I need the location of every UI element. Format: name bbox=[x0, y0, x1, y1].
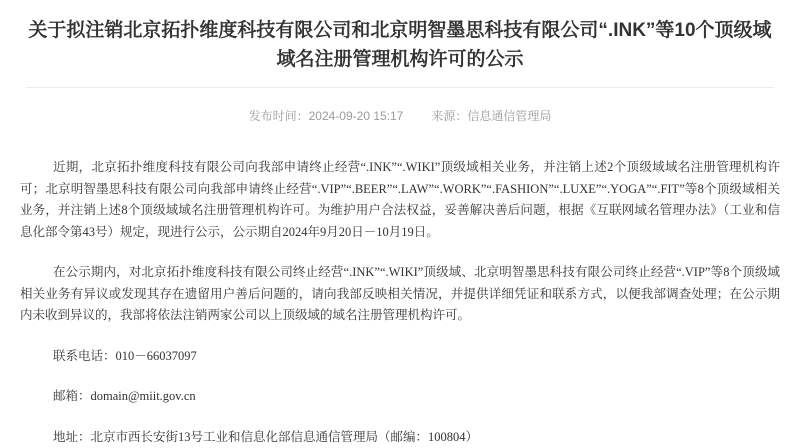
contact-address-line bbox=[20, 427, 780, 448]
contact-email-line bbox=[20, 386, 780, 408]
announcement-body bbox=[20, 157, 780, 448]
contact-phone-value: 010－66037097 bbox=[116, 349, 197, 363]
contact-phone-label: 联系电话： bbox=[53, 349, 116, 363]
publish-time-value: 2024-09-20 15:17 bbox=[309, 109, 404, 123]
publish-time-label: 发布时间： bbox=[249, 109, 309, 123]
contact-address-label: 地址： bbox=[53, 430, 91, 444]
source-label: 来源： bbox=[431, 109, 467, 123]
page-title: 关于拟注销北京拓扑维度科技有限公司和北京明智墨思科技有限公司“.INK”等10个顶级域域名注册管理机构许可的公示 bbox=[28, 16, 772, 74]
title-divider bbox=[26, 87, 774, 88]
contact-phone-line bbox=[20, 346, 780, 368]
body-paragraph-1: 近期，北京拓扑维度科技有限公司向我部申请终止经营“.INK”“.WIKI”顶级域相关业务，并注销上述2个顶级域域名注册管理机构许可；北京明智墨思科技有限公司向我部申请终止经营“.VIP”“.BEER”“.LAW”“.WORK”“.FASHION”“.LUXE”“.YOGA”“.FIT”等8个顶级域相关业务，并注销上述8个顶级域域名注册管理机构许可。为维护用户合法权益，妥善解决善后问题，根据《互联网域名管理办法》（工业和信息化部令第43号）规定，现进行公示，公示期自2024年9月20日－10月19日。 bbox=[20, 157, 780, 243]
meta-bar bbox=[20, 108, 780, 124]
body-paragraph-2: 在公示期内，对北京拓扑维度科技有限公司终止经营“.INK”“.WIKI”顶级域、北京明智墨思科技有限公司终止经营“.VIP”等8个顶级域相关业务有异议或发现其存在遗留用户善后问题的，请向我部反映相关情况，并提供详细凭证和联系方式，以便我部调查处理；在公示期内未收到异议的，我部将依法注销两家公司以上顶级域的域名注册管理机构许可。 bbox=[20, 262, 780, 327]
contact-email-value: domain@miit.gov.cn bbox=[91, 389, 196, 403]
contact-address-value: 北京市西长安街13号工业和信息化部信息通信管理局（邮编：100804） bbox=[91, 430, 479, 444]
source-value: 信息通信管理局 bbox=[467, 109, 551, 123]
contact-email-label: 邮箱： bbox=[53, 389, 91, 403]
